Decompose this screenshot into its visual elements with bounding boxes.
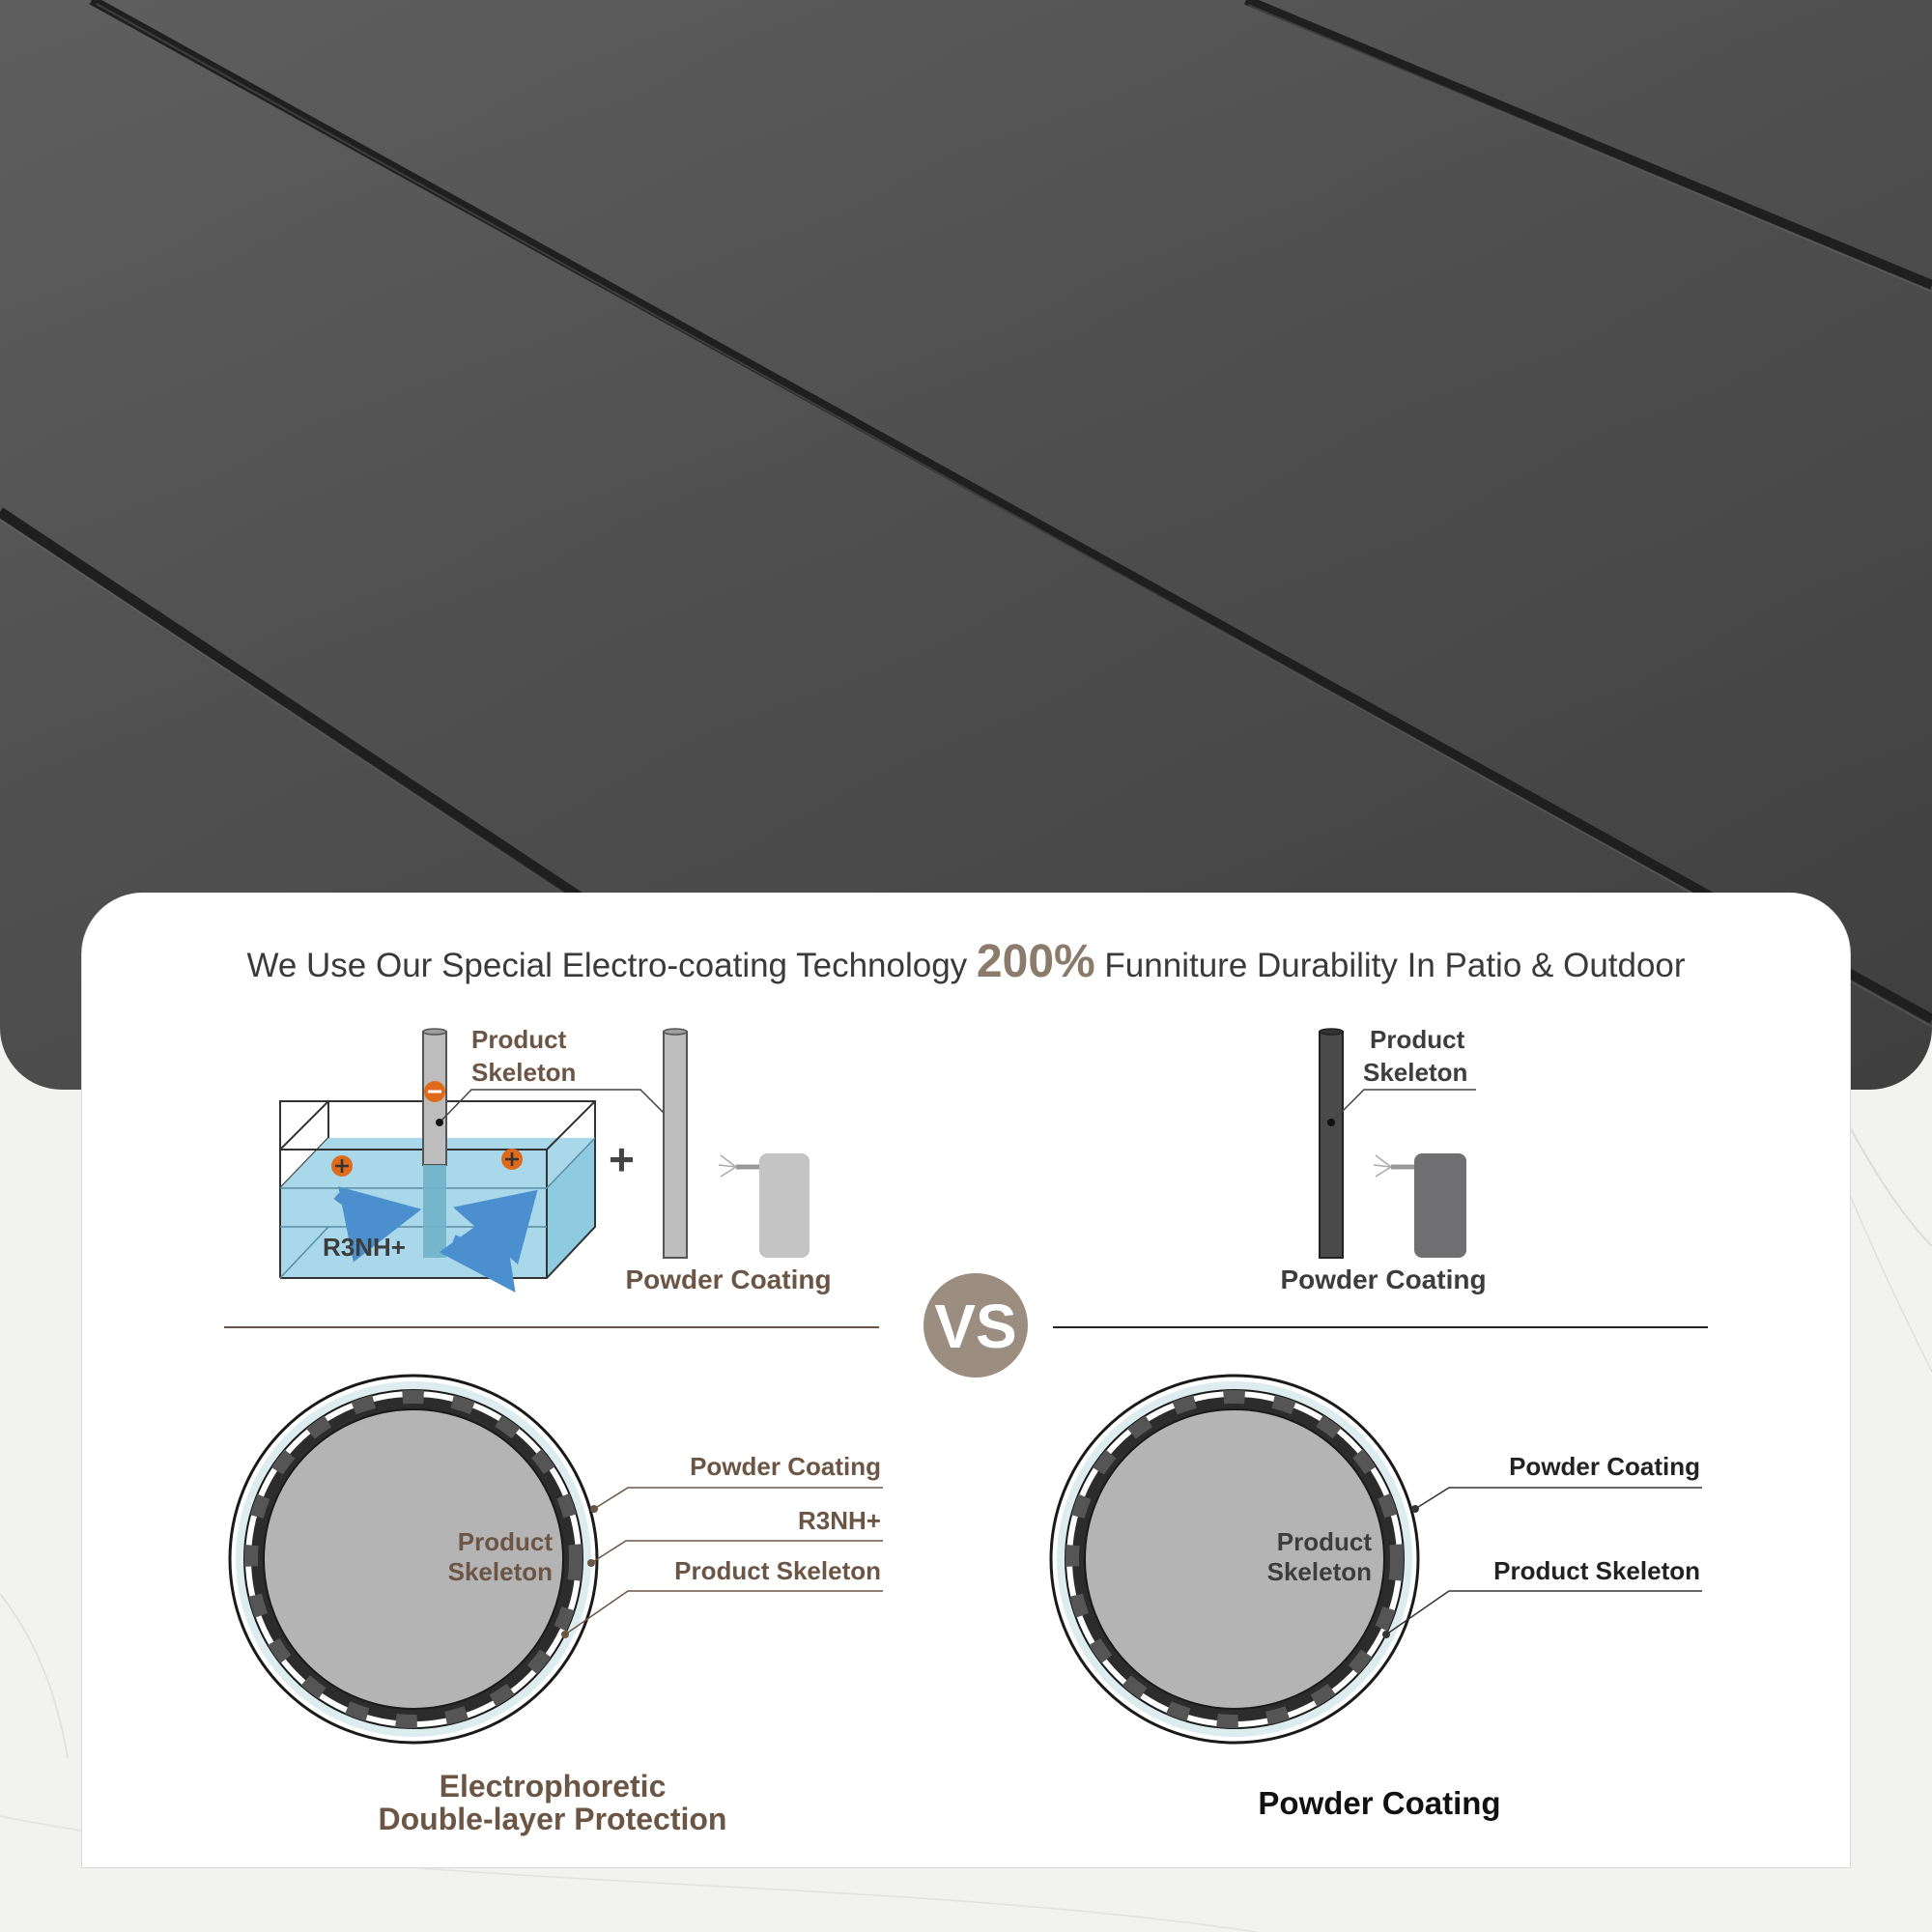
right-center-label-line1: Product [1276,1527,1372,1556]
right-center-label-line2: Skeleton [1266,1557,1372,1586]
right-skeleton-label-line1: Product [1370,1025,1465,1054]
headline-text-before: We Use Our Special Electro-coating Technology [246,947,968,984]
left-center-label-line2: Skeleton [447,1557,553,1586]
left-product-rod [664,1032,687,1258]
left-center-label-line1: Product [457,1527,553,1556]
spray-gun-icon [1374,1153,1466,1258]
spray-gun-icon [719,1153,810,1258]
left-skeleton-label-line1: Product [471,1025,567,1054]
left-powder-label: Powder Coating [625,1264,832,1294]
ion-label: R3NH+ [323,1233,406,1262]
left-powder-coating-label: Powder Coating [690,1452,881,1481]
right-powder-label: Powder Coating [1280,1264,1487,1294]
left-ion-layer-label: R3NH+ [798,1506,881,1535]
right-product-rod [1320,1032,1343,1258]
vs-label: VS [934,1292,1017,1361]
headline-highlight: 200% [976,936,1095,987]
minus-charge-icon [424,1081,445,1102]
vs-badge [923,1273,1028,1378]
plus-charge-icon [331,1155,353,1177]
headline-text-after: Funniture Durability In Patio & Outdoor [1104,947,1686,984]
left-caption-line2: Double-layer Protection [378,1802,727,1836]
right-skeleton-layer-label: Product Skeleton [1493,1556,1700,1585]
plus-sign: + [609,1134,635,1184]
left-caption-line1: Electrophoretic [439,1769,667,1804]
right-skeleton-label-line2: Skeleton [1363,1058,1468,1087]
left-skeleton-layer-label: Product Skeleton [674,1556,881,1585]
right-powder-coating-label: Powder Coating [1509,1452,1700,1481]
left-skeleton-label-line2: Skeleton [471,1058,577,1087]
right-caption: Powder Coating [1258,1785,1501,1821]
plus-charge-icon [501,1149,523,1170]
